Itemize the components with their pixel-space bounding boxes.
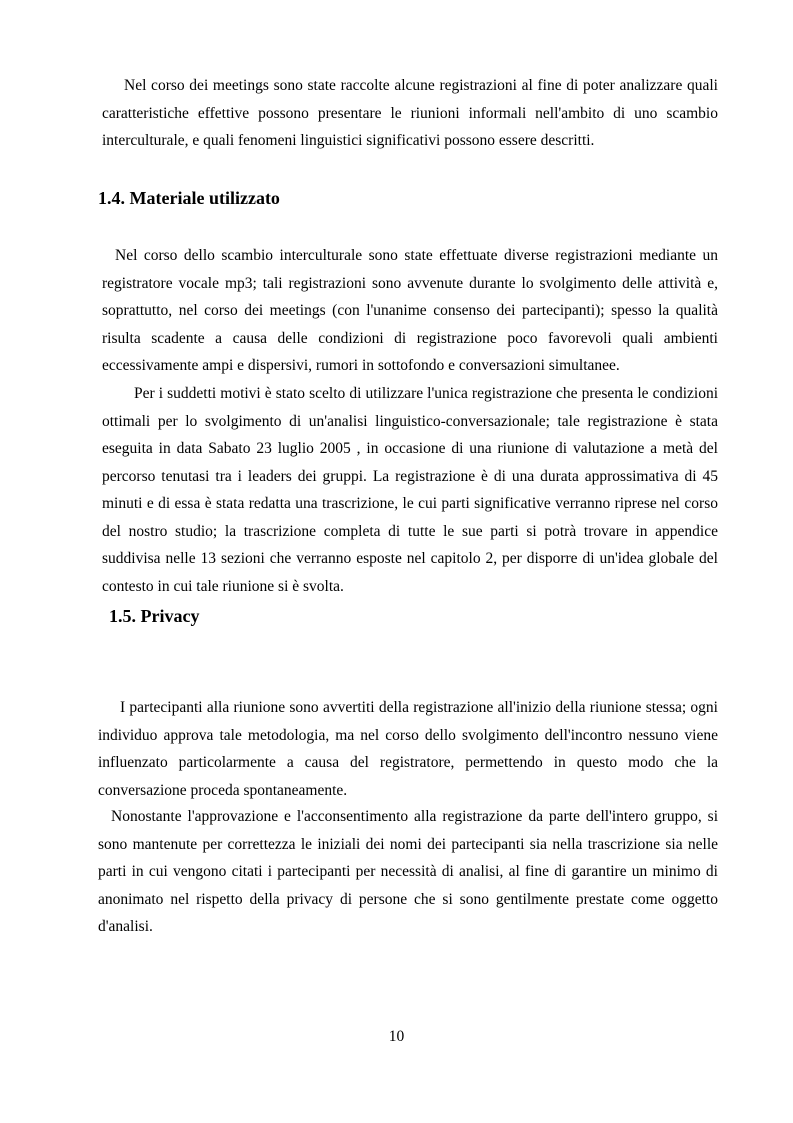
materiale-paragraph-1: Nel corso dello scambio interculturale sono state effettuate diverse registrazioni mediante un registratore vocale mp3; tali registrazioni sono avvenute durante lo svolgimento delle attività e, soprattutto, nel corso dei meetings (con l'unanime consenso dei partecipanti); spesso la qualità risulta scadente a causa delle condizioni di registrazione poco favorevoli quali ambienti eccessivamente ampi e dispersivi, rumori in sottofondo e conversazioni simultanee. bbox=[102, 247, 718, 374]
intro-paragraph: Nel corso dei meetings sono state raccolte alcune registrazioni al fine di poter analizzare quali caratteristiche effettive possono presentare le riunioni informali nell'ambito di uno scambio interculturale, e quali fenomeni linguistici significativi possono essere descritti. bbox=[102, 77, 718, 149]
materiale-paragraph-2: Per i suddetti motivi è stato scelto di utilizzare l'unica registrazione che presenta le condizioni ottimali per lo svolgimento di un'analisi linguistico-conversazionale; tale registrazione è stata eseguita in data Sabato 23 luglio 2005 , in occasione di una riunione di valutazione a metà del percorso tenutasi tra i leaders dei gruppi. La registrazione è di una durata approssimativa di 45 minuti e di essa è stata redatta una trascrizione, le cui parti significative verranno riprese nel corso del nostro studio; la trascrizione completa di tutte le sue parti si potrà trovare in appendice suddivisa nelle 13 sezioni che verranno esposte nel capitolo 2, per disporre di un'idea globale del contesto in cui tale riunione si è svolta. bbox=[102, 385, 718, 595]
section-heading-privacy: 1.5. Privacy bbox=[109, 606, 200, 626]
privacy-paragraph-1: I partecipanti alla riunione sono avvertiti della registrazione all'inizio della riunione stessa; ogni individuo approva tale metodologia, ma nel corso dello svolgimento dell'incontro nessuno viene influenzato particolarmente a causa del registratore, permettendo in questo modo che la conversazione proceda spontaneamente. bbox=[98, 699, 718, 799]
privacy-paragraph-2: Nonostante l'approvazione e l'acconsentimento alla registrazione da parte dell'intero gruppo, si sono mantenute per correttezza le iniziali dei nomi dei partecipanti sia nella trascrizione sia nelle parti in cui vengono citati i partecipanti per necessità di analisi, al fine di garantire un minimo di anonimato nel rispetto della privacy di persone che si sono gentilmente prestate come oggetto d'analisi. bbox=[98, 808, 718, 935]
section-heading-materiale: 1.4. Materiale utilizzato bbox=[98, 188, 280, 208]
page-number: 10 bbox=[388, 1028, 405, 1045]
